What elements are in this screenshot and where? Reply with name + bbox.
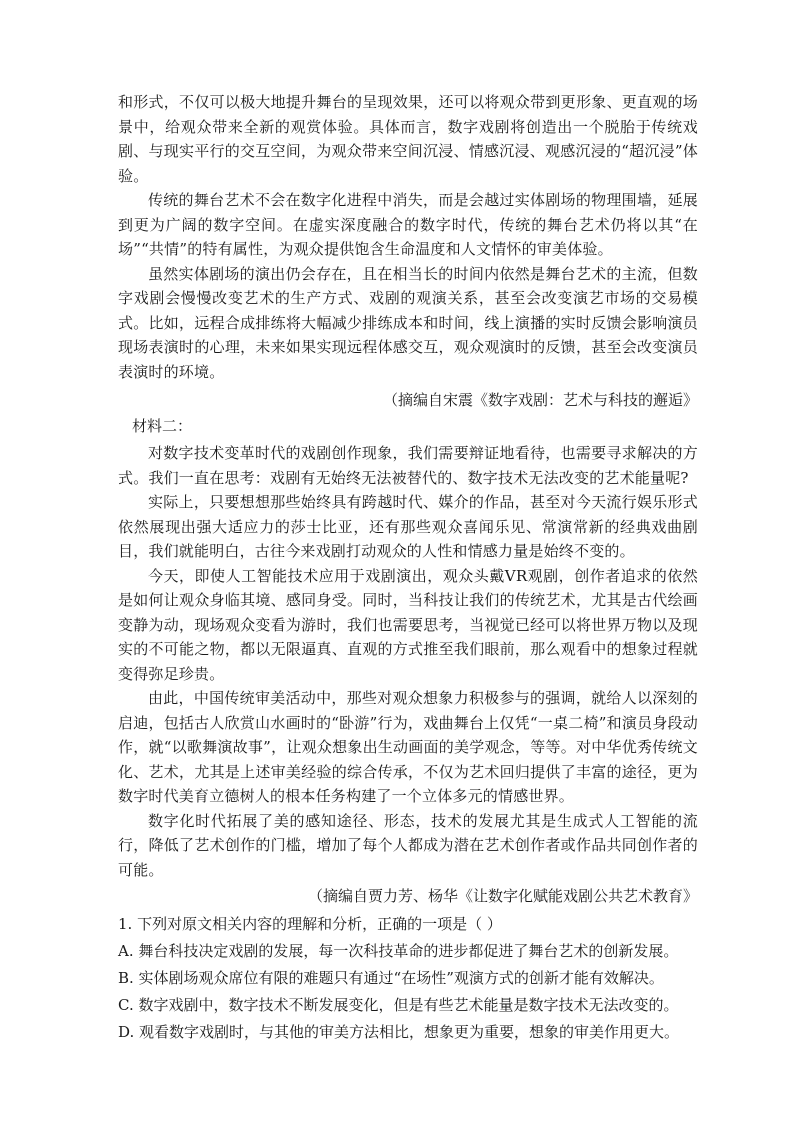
question-block (118, 911, 698, 1046)
source-citation-2: （摘编自贾力芳、杨华《让数字化赋能戏剧公共艺术教育》 (307, 887, 698, 905)
option-c[interactable]: C. 数字戏剧中，数字技术不断发展变化，但是有些艺术能量是数字技术无法改变的。 (118, 995, 679, 1014)
paragraph: 由此，中国传统审美活动中，那些对观众想象力积极参与的强调，就给人以深刻的启迪，包括古人欣赏山水画时的“卧游”行为，戏曲舞台上仅凭“一桌二椅”和演员身段动作，就“以歌舞演故事”，让观众想象出生动画面的美学观念，等等。对中华优秀传统文化、艺术，尤其是上述审美经验的综合传承，不仅为艺术回归提供了丰富的途径，更为数字时代美育立德树人的根本任务构建了一个立体多元的情感世界。 (118, 689, 698, 805)
option-b[interactable]: B. 实体剧场观众席位有限的难题只有通过“在场性”观演方式的创新才能有效解决。 (118, 968, 664, 987)
paragraph: 虽然实体剧场的演出仍会存在，且在相当长的时间内依然是舞台艺术的主流，但数字戏剧会慢慢改变艺术的生产方式、戏剧的观演关系，甚至会改变演艺市场的交易模式。比如，远程合成排练将大幅减少排练成本和时间，线上演播的实时反馈会影响演员现场表演时的心理，未来如果实现远程体感交互，观众观演时的反馈，甚至会改变演员表演时的环境。 (118, 264, 698, 381)
material-2-label: 材料二： (132, 416, 193, 435)
question-stem: 1. 下列对原文相关内容的理解和分析，正确的一项是（ ） (118, 914, 502, 933)
paragraph: 实际上，只要想想那些始终具有跨越时代、媒介的作品，甚至对今天流行娱乐形式依然展现出强大适应力的莎士比亚，还有那些观众喜闻乐见、常演常新的经典戏曲剧目，我们就能明白，古往今来戏剧打动观众的人性和情感力量是始终不变的。 (118, 493, 698, 560)
option-d[interactable]: D. 观看数字戏剧时，与其他的审美方法相比，想象更为重要，想象的审美作用更大。 (118, 1022, 680, 1041)
paragraph: 今天，即使人工智能技术应用于戏剧演出，观众头戴VR观剧，创作者追求的依然是如何让观众身临其境、感同身受。同时，当科技让我们的传统艺术，尤其是古代绘画变静为动，现场观众变看为游时，我们也需要思考，当视觉已经可以将世界万物以及现实的不可能之物，都以无限逼真、直观的方式推至我们眼前，那么观看中的想象过程就变得弥足珍贵。 (118, 566, 698, 683)
paragraph: 数字化时代拓展了美的感知途径、形态，技术的发展尤其是生成式人工智能的流行，降低了艺术创作的门槛，增加了每个人都成为潜在艺术创作者或作品共同创作者的可能。 (118, 811, 698, 879)
paragraph: 和形式，不仅可以极大地提升舞台的呈现效果，还可以将观众带到更形象、更直观的场景中，给观众带来全新的观赏体验。具体而言，数字戏剧将创造出一个脱胎于传统戏剧、与现实平行的交互空间，为观众带来空间沉浸、情感沉浸、观感沉浸的“超沉浸”体验。 (118, 93, 698, 185)
source-citation-1: （摘编自宋震《数字戏剧：艺术与科技的邂逅》 (382, 391, 698, 409)
paragraph: 对数字技术变革时代的戏剧创作现象，我们需要辩证地看待，也需要寻求解决的方式。我们一直在思考：戏剧有无始终无法被替代的、数字技术无法改变的艺术能量呢? (118, 444, 698, 487)
option-a[interactable]: A. 舞台科技决定戏剧的发展，每一次科技革命的进步都促进了舞台艺术的创新发展。 (118, 941, 679, 960)
paragraph: 传统的舞台艺术不会在数字化进程中消失，而是会越过实体剧场的物理围墙，延展到更为广阔的数字空间。在虚实深度融合的数字时代，传统的舞台艺术仍将以其“在场”“共情”的特有属性，为观众提供饱含生命温度和人文情怀的审美体验。 (118, 191, 698, 258)
